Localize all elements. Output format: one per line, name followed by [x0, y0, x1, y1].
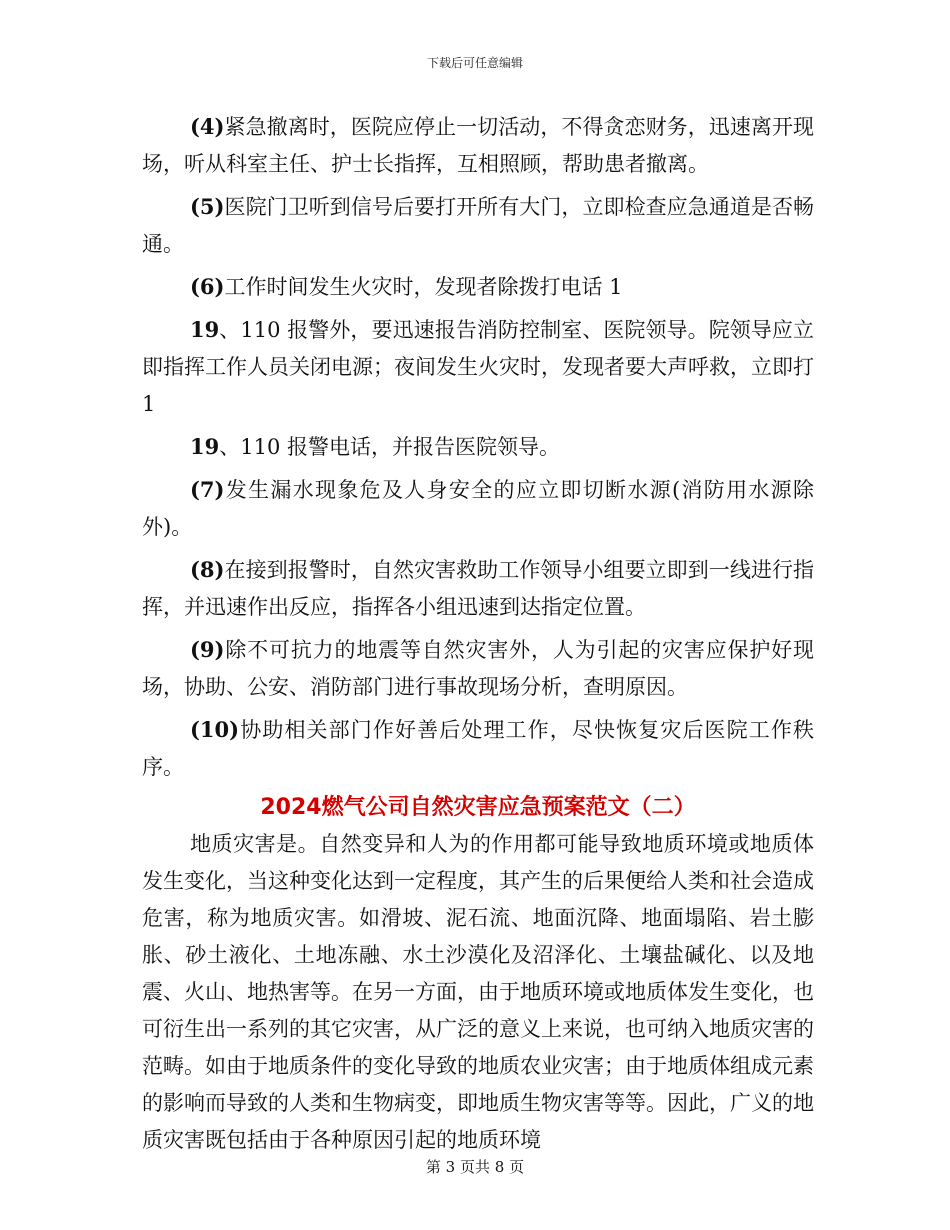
- paragraph-text: 除不可抗力的地震等自然灾害外，人为引起的灾害应保护好现场，协助、公安、消防部门进行事故现场分析，查明原因。: [142, 638, 814, 699]
- paragraph-text: 在接到报警时，自然灾害救助工作领导小组要立即到一线进行指挥，并迅速作出反应，指挥各小组迅速到达指定位置。: [142, 558, 814, 619]
- page-header: 下载后可任意编辑: [426, 56, 523, 70]
- paragraph-text: 发生漏水现象危及人身安全的应立即切断水源(消防用水源除外)。: [142, 478, 814, 539]
- paragraph-text: 协助相关部门作好善后处理工作，尽快恢复灾后医院工作秩序。: [142, 718, 814, 779]
- paragraph-item-7: [142, 471, 814, 546]
- paragraph-item-10: [142, 711, 814, 786]
- item-number: (7): [190, 477, 225, 502]
- item-number: (8): [190, 557, 225, 582]
- item-number: 19: [190, 317, 220, 342]
- item-number: (4): [190, 114, 225, 139]
- item-number: (6): [190, 274, 225, 299]
- page-footer: 第 3 页共 8 页: [425, 1158, 525, 1176]
- paragraph-item-6-end: [142, 428, 814, 466]
- paragraph-item-9: [142, 631, 814, 706]
- item-number: (5): [190, 194, 225, 219]
- paragraph-item-8: [142, 551, 814, 626]
- section-body-paragraph: 地质灾害是。自然变异和人为的作用都可能导致地质环境或地质体发生变化，当这种变化达到一定程度，其产生的后果便给人类和社会造成危害，称为地质灾害。如滑坡、泥石流、地面沉降、地面塌陷、岩土膨胀、砂土液化、土地冻融、水土沙漠化及沼泽化、土壤盐碱化、以及地震、火山、地热害等。在另一方面，由于地质环境或地质体发生变化，也可衍生出一系列的其它灾害，从广泛的意义上来说，也可纳入地质灾害的范畴。如由于地质条件的变化导致的地质农业灾害；由于地质体组成元素的影响而导致的人类和生物病变，即地质生物灾害等等。因此，广义的地质灾害既包括由于各种原因引起的地质环境: [142, 832, 814, 1152]
- paragraph-text: 、110 报警电话，并报告医院领导。: [219, 435, 560, 459]
- paragraph-text: 紧急撤离时，医院应停止一切活动，不得贪恋财务，迅速离开现场，听从科室主任、护士长指挥，互相照顾，帮助患者撤离。: [142, 115, 814, 176]
- paragraph-text: 、110 报警外，要迅速报告消防控制室、医院领导。院领导应立即指挥工作人员关闭电源；夜间发生火灾时，发现者要大声呼救，立即打 1: [142, 318, 814, 416]
- paragraph-text: 医院门卫听到信号后要打开所有大门，立即检查应急通道是否畅通。: [142, 195, 814, 256]
- paragraph-item-6-cont: [142, 311, 814, 423]
- item-number: (9): [190, 637, 225, 662]
- item-number: (10): [190, 717, 240, 742]
- section-title: 2024燃气公司自然灾害应急预案范文（二）: [260, 795, 696, 820]
- paragraph-item-6: [142, 268, 814, 306]
- document-body: [142, 108, 814, 1159]
- paragraph-item-5: [142, 188, 814, 263]
- item-number: 19: [190, 434, 220, 459]
- paragraph-item-4: [142, 108, 814, 183]
- paragraph-text: 工作时间发生火灾时，发现者除拨打电话 1: [224, 275, 623, 299]
